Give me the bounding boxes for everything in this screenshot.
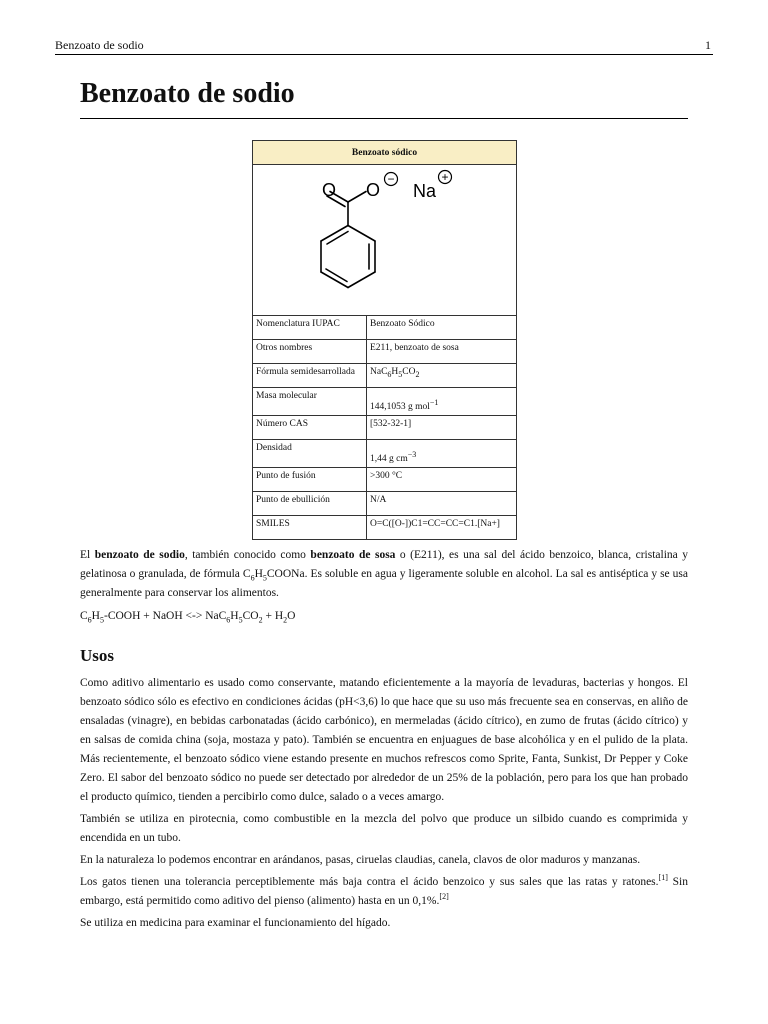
- infobox-label: Número CAS: [253, 416, 367, 440]
- structure-image-cell: [253, 165, 517, 316]
- infobox-row: [253, 440, 517, 468]
- ring-double-bond: [327, 232, 348, 245]
- bond-carbon-oxygen: [348, 192, 366, 203]
- infobox-label: Nomenclatura IUPAC: [253, 316, 367, 340]
- infobox-value: N/A: [367, 492, 517, 516]
- infobox-value: 1,44 g $cm^{-3}$: [367, 440, 517, 468]
- infobox-row: [253, 468, 517, 492]
- oxygen-label-left: O: [322, 180, 337, 200]
- infobox-row: [253, 492, 517, 516]
- infobox-value: >300 °C: [367, 468, 517, 492]
- usos-paragraph: Los gatos tienen una tolerancia perceptiblemente más baja contra el ácido benzoico y sus sales que las ratas y ratones.[1] Sin embargo, está permitido como aditivo del pienso (alimento) hasta en un 0,1%.[2]: [80, 873, 689, 907]
- infobox-label: SMILES: [253, 516, 367, 540]
- infobox-value: $NaC_6H_5CO_2$: [367, 364, 517, 388]
- svg-text:−: −: [387, 172, 395, 186]
- usos-paragraph: También se utiliza en pirotecnia, como combustible en la mezcla del polvo que produce un silbido cuando es comprimida y encendida en un tubo.: [80, 813, 688, 844]
- infobox-row: [253, 364, 517, 388]
- infobox-heading: Benzoato sódico: [253, 141, 517, 165]
- infobox-value: O=C([O-])C1=CC=CC=C1.[Na+]: [367, 516, 517, 540]
- running-title: Benzoato de sodio: [55, 38, 144, 52]
- page-title: Benzoato de sodio: [80, 78, 295, 109]
- ring-bond: [348, 272, 375, 288]
- usos-paragraph: Se utiliza en medicina para examinar el funcionamiento del hígado.: [80, 917, 391, 929]
- bold-term: benzoato de sosa: [310, 549, 396, 561]
- bold-term: benzoato de sodio: [94, 549, 185, 561]
- infobox-row: [253, 416, 517, 440]
- ring-bond: [348, 226, 375, 242]
- reaction-formula: $C_6H_5$-COOH + NaOH <-> $NaC_6H_5CO_2 + H_2O$: [80, 610, 296, 625]
- sodium-benzoate-structure: [253, 165, 516, 312]
- infobox-value: Benzoato Sódico: [367, 316, 517, 340]
- svg-text:+: +: [441, 170, 449, 184]
- infobox-label: Fórmula semidesarrollada: [253, 364, 367, 388]
- usos-paragraph: Como aditivo alimentario es usado como conservante, matando eficientemente a la mayoría de levaduras, bacterias y hongos. El benzoato sódico sólo es efectivo en condiciones ácidas (pH<3,6) lo que hace que su uso más frecuente sea en conservas, en aliño de ensaladas (vinagre), en bebidas carbonatadas (ácido carbónico), en mermeladas (ácido cítrico), en zumo de frutas (ácido cítrico) y en salsas de comida china (soja, mostaza y pato). También se encuentra en enjuagues de base alcohólica y en el pulido de la plata. Más recientemente, el benzoato sódico viene estando presente en muchos refrescos como Sprite, Fanta, Sunkist, Dr Pepper y Coke Zero. El sabor del benzoato sódico no puede ser detectado por alrededor de un 25% de la población, pero para los que han probado el producto químico, tienden a percibirlo como dulce, salado o a veces amargo.: [80, 677, 688, 803]
- article-body: [80, 546, 688, 936]
- infobox-row: [253, 388, 517, 416]
- usos-paragraph: En la naturaleza lo podemos encontrar en arándanos, pasas, ciruelas claudias, canela, clavos de olor maduros y manzanas.: [80, 854, 641, 866]
- oxygen-label-right: O: [366, 180, 381, 200]
- infobox-value: E211, benzoato de sosa: [367, 340, 517, 364]
- intro-paragraph: El benzoato de sodio, también conocido como benzoato de sosa o (E211), es una sal del ácido benzoico, blanca, cristalina y gelatinosa o granulada, de fórmula $C_6H_5COONa$. Es soluble en agua y ligeramente soluble en alcohol. La sal es antiséptica y se usa generalmente para conservar los alimentos.: [80, 549, 688, 599]
- sodium-label: Na: [413, 181, 437, 201]
- infobox-row: [253, 340, 517, 364]
- infobox-label: Punto de fusión: [253, 468, 367, 492]
- title-divider: [80, 118, 688, 119]
- section-heading-usos: Usos: [80, 646, 115, 665]
- infobox-value: 144,1053 g mol$^{-1}$: [367, 388, 517, 416]
- reference-link[interactable]: [2]: [439, 892, 449, 902]
- ring-double-bond: [326, 269, 347, 282]
- infobox: [252, 140, 517, 540]
- infobox-row: [253, 516, 517, 540]
- infobox-label: Masa molecular: [253, 388, 367, 416]
- infobox-value: [532-32-1]: [367, 416, 517, 440]
- page-number: 1: [705, 38, 711, 52]
- infobox-label: Otros nombres: [253, 340, 367, 364]
- infobox-label: Punto de ebullición: [253, 492, 367, 516]
- infobox-row: [253, 316, 517, 340]
- reference-link[interactable]: [1]: [658, 873, 668, 883]
- running-header: [55, 38, 713, 55]
- infobox-label: Densidad: [253, 440, 367, 468]
